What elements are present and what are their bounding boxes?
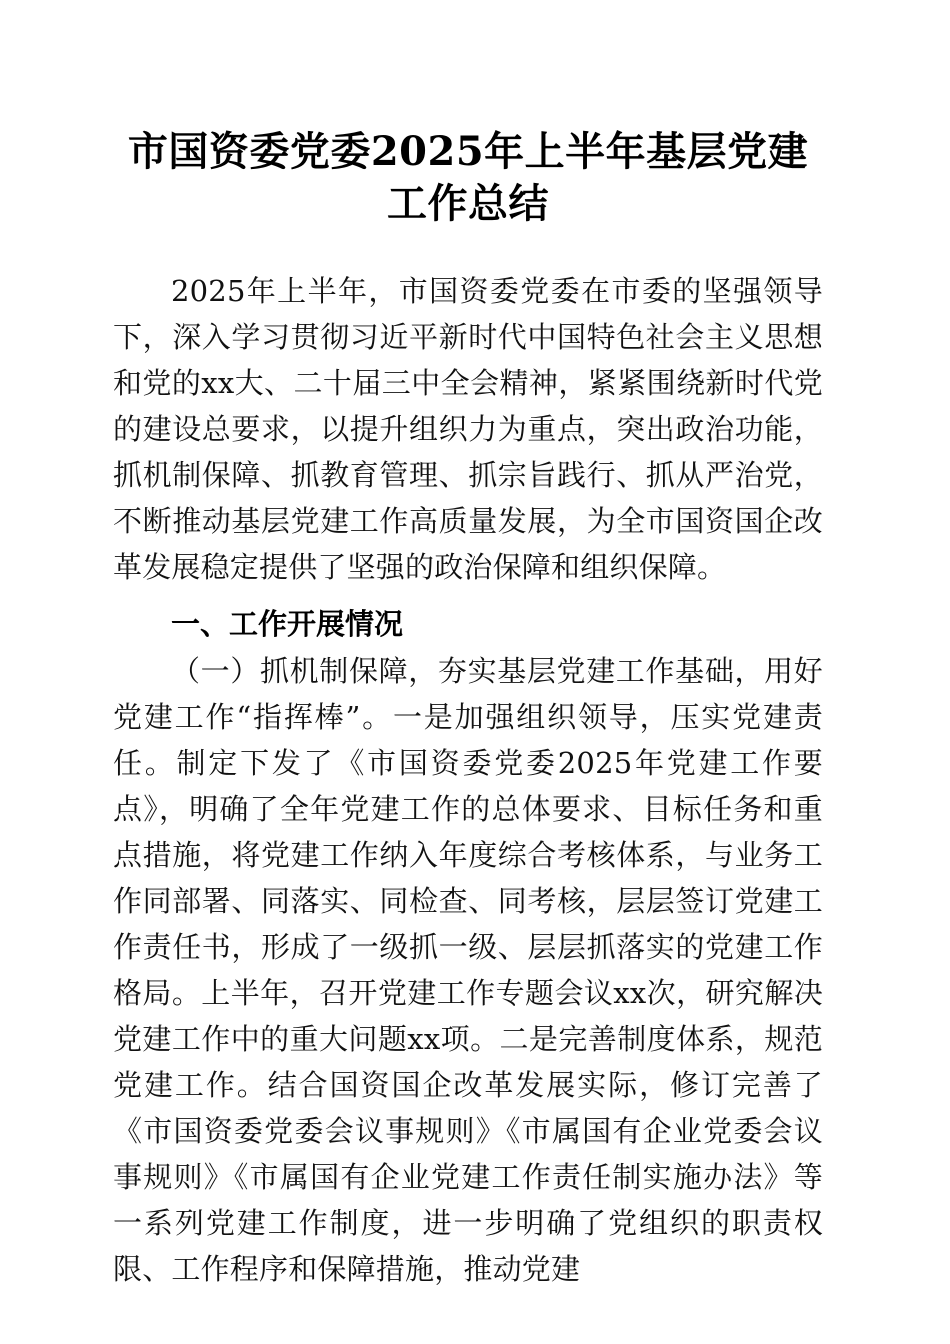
- section-heading-one: 一、工作开展情况: [171, 609, 404, 641]
- subsection-one-paragraph: （一）抓机制保障，夯实基层党建工作基础，用好党建工作“指挥棒”。一是加强组织领导，压实党建责任。制定下发了《市国资委党委2025年党建工作要点》，明确了全年党建工作的总体要求、目标任务和重点措施，将党建工作纳入年度综合考核体系，与业务工作同部署、同落实、同检查、同考核，层层签订党建工作责任书，形成了一级抓一级、层层抓落实的党建工作格局。上半年，召开党建工作专题会议xx次，研究解决党建工作中的重大问题xx项。二是完善制度体系，规范党建工作。结合国资国企改革发展实际，修订完善了《市国资委党委会议事规则》《市属国有企业党委会议事规则》《市属国有企业党建工作责任制实施办法》等一系列党建工作制度，进一步明确了党组织的职责权限、工作程序和保障措施，推动党建: [113, 654, 823, 1286]
- document-content: [113, 0, 823, 1292]
- page-title: 市国资委党委2025年上半年基层党建工作总结: [127, 128, 809, 227]
- intro-paragraph: 2025年上半年，市国资委党委在市委的坚强领导下，深入学习贯彻习近平新时代中国特色社会主义思想和党的xx大、二十届三中全会精神，紧紧围绕新时代党的建设总要求，以提升组织力为重点，突出政治功能，抓机制保障、抓教育管理、抓宗旨践行、抓从严治党，不断推动基层党建工作高质量发展，为全市国资国企改革发展稳定提供了坚强的政治保障和组织保障。: [113, 274, 823, 584]
